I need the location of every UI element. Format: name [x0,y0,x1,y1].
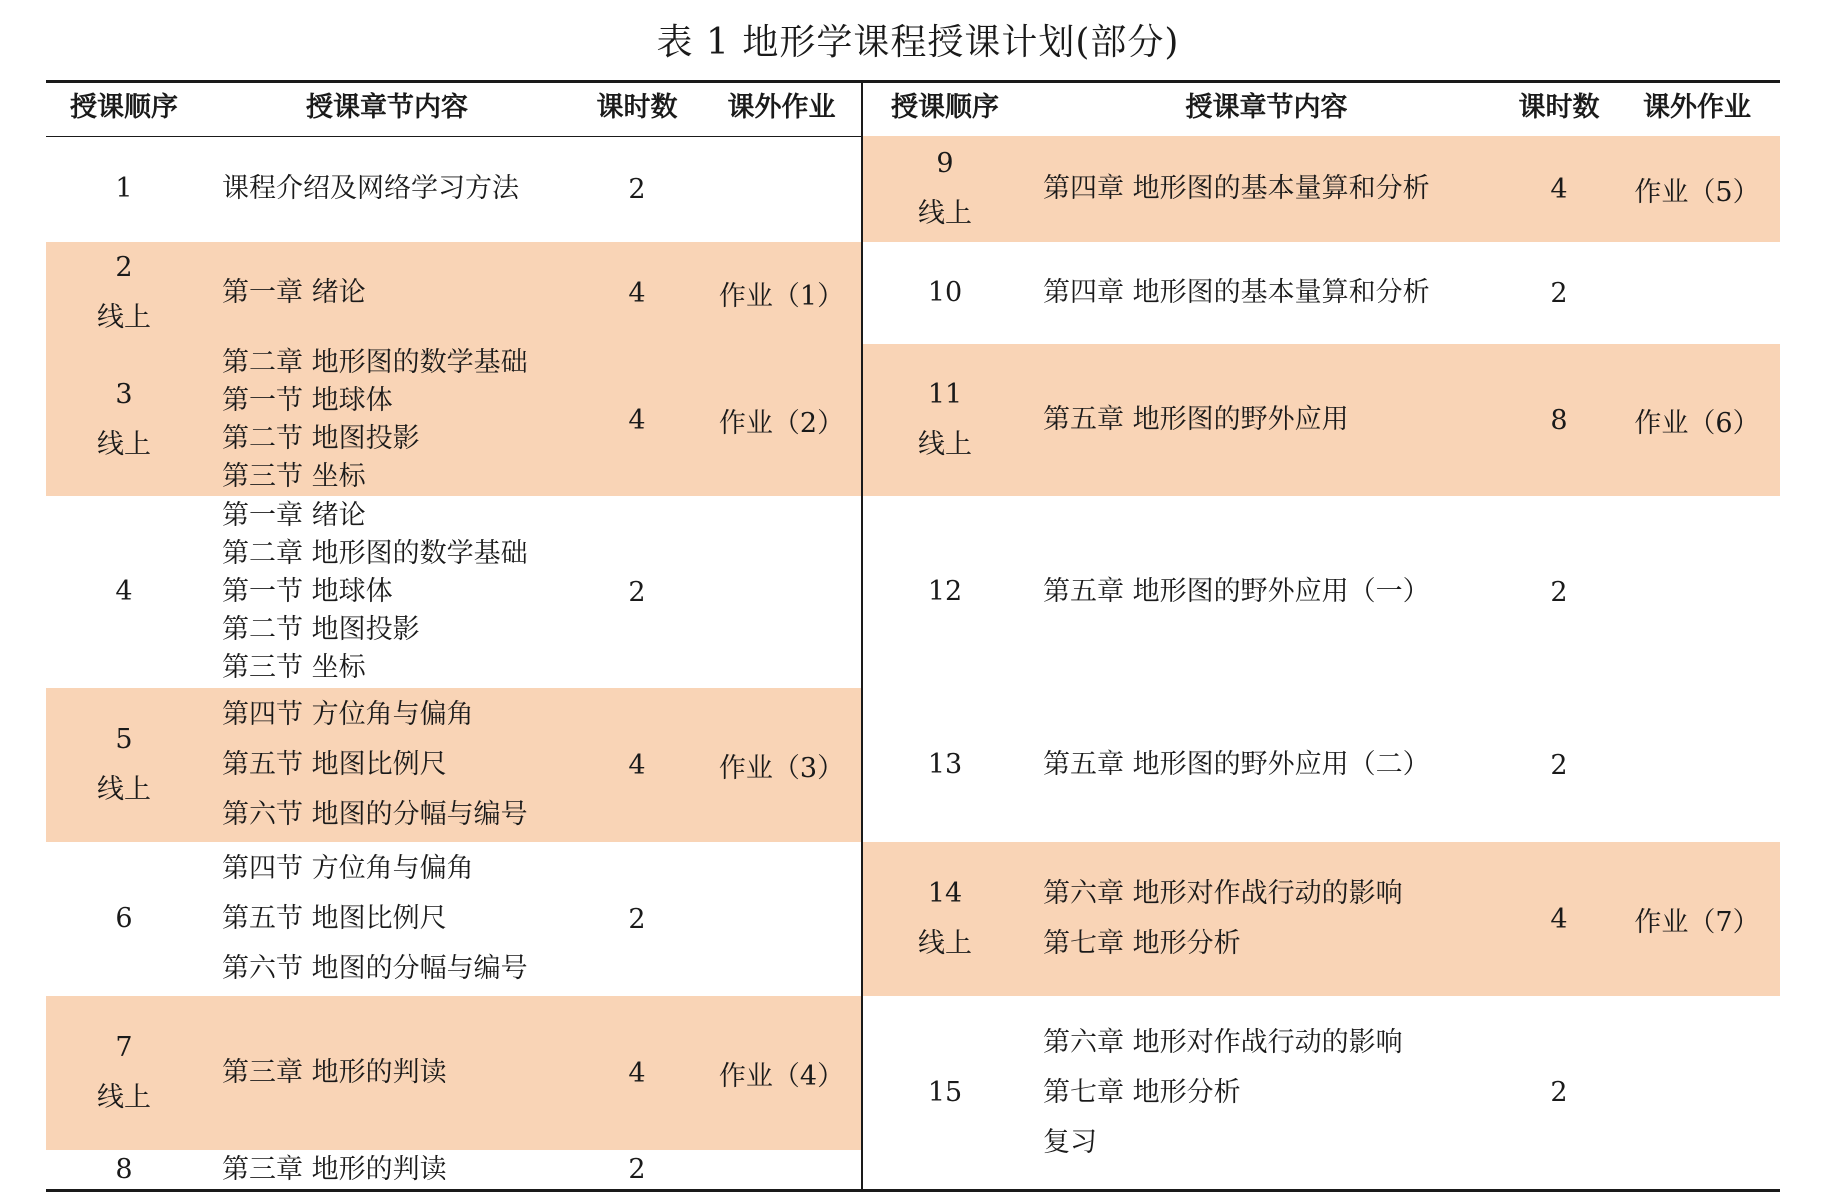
order-cell [861,496,1029,688]
homework-cell [702,496,861,688]
content-cell-line: 第一章 绪论 [222,277,366,308]
content-cell [202,688,572,842]
header-content-right: 授课章节内容 [1185,92,1348,123]
content-cell-line: 第四章 地形图的基本量算和分析 [1043,277,1430,308]
homework-cell-text: 作业（7） [1634,906,1760,938]
right-table-row [861,136,1780,242]
hours-cell [572,842,702,996]
header-order-right: 授课顺序 [891,92,999,123]
hours-cell-text: 4 [1550,173,1568,205]
content-cell-line: 第三节 坐标 [222,652,366,683]
order-cell-line: 3 [115,379,133,410]
homework-cell [702,842,861,996]
content-cell-line: 第一章 绪论 [222,500,366,531]
hours-cell [1504,842,1614,996]
right-table-row [861,344,1780,496]
left-table-row [46,136,861,242]
content-cell-line: 第一节 地球体 [222,385,393,416]
header-hours-left: 课时数 [596,92,678,123]
content-cell-line: 第七章 地形分析 [1043,1076,1241,1108]
hours-cell-text: 2 [1550,749,1568,781]
homework-cell-text: 作业（5） [1634,176,1760,208]
content-cell-line: 第四节 方位角与偏角 [222,699,474,730]
homework-cell [1614,996,1780,1189]
order-cell-line: 5 [115,724,133,755]
hours-cell [572,496,702,688]
order-cell [861,688,1029,842]
hours-cell-text: 2 [1550,277,1568,309]
homework-cell-text: 作业（3） [718,752,845,784]
order-cell-line: 9 [936,148,954,179]
order-cell [861,344,1029,496]
content-cell-line: 第五章 地形图的野外应用 [1043,404,1349,435]
hours-cell [572,242,702,344]
homework-cell [1614,842,1780,996]
content-cell-line: 第七章 地形分析 [1043,928,1241,959]
hours-cell-text: 2 [1550,1077,1568,1108]
content-cell-line: 第二节 地图投影 [222,614,420,645]
order-cell [861,996,1029,1189]
homework-cell [702,344,861,496]
order-cell [46,344,202,496]
order-cell [46,1150,202,1189]
content-cell-line: 第五节 地图比例尺 [222,749,447,780]
hours-cell-text: 4 [628,1057,646,1089]
order-cell [861,242,1029,344]
left-table-row [46,344,861,496]
homework-cell [1614,496,1780,688]
content-cell-line: 第四节 方位角与偏角 [222,853,474,884]
table-center-divider [861,80,863,1191]
order-cell-line: 4 [115,576,133,607]
content-cell-line: 第二章 地形图的数学基础 [222,347,528,378]
hours-cell [1504,496,1614,688]
content-cell-line: 第五章 地形图的野外应用（一） [1043,576,1430,607]
homework-cell [702,996,861,1150]
hours-cell-text: 8 [1550,404,1568,436]
left-table-row [46,842,861,996]
right-table-row [861,842,1780,996]
content-cell [202,842,572,996]
hours-cell-text: 4 [1550,903,1568,935]
content-cell-line: 课程介绍及网络学习方法 [222,173,519,204]
content-cell [202,996,572,1150]
homework-cell-text: 作业（2） [718,407,845,439]
homework-cell-text: 作业（6） [1634,407,1760,439]
hours-cell [1504,996,1614,1189]
homework-cell [1614,688,1780,842]
hours-cell [572,996,702,1150]
hours-cell [572,136,702,242]
order-cell-line: 线上 [97,302,151,333]
content-cell-line: 第一节 地球体 [222,576,393,607]
content-cell [1029,136,1504,242]
content-cell-line: 第六节 地图的分幅与编号 [222,799,528,830]
order-cell-line: 线上 [918,928,972,959]
order-cell [46,136,202,242]
content-cell [1029,496,1504,688]
left-table-row [46,996,861,1150]
order-cell [46,496,202,688]
content-cell [1029,344,1504,496]
content-cell-line: 第六节 地图的分幅与编号 [222,953,528,984]
hours-cell-text: 2 [628,173,646,205]
hours-cell [1504,344,1614,496]
order-cell [46,688,202,842]
homework-cell [702,242,861,344]
hours-cell-text: 2 [628,903,646,935]
content-cell [202,242,572,344]
content-cell-line: 复习 [1043,1126,1097,1158]
hours-cell [1504,688,1614,842]
order-cell-line: 8 [115,1153,133,1185]
content-cell [1029,242,1504,344]
order-cell-line: 7 [115,1032,133,1063]
hours-cell-text: 4 [628,277,646,309]
order-cell-line: 线上 [97,774,151,805]
header-order-left: 授课顺序 [70,92,178,123]
order-cell [861,136,1029,242]
right-table-row [861,496,1780,688]
order-cell [46,842,202,996]
header-content-left: 授课章节内容 [306,92,468,123]
hours-cell [572,1150,702,1189]
homework-cell-text: 作业（1） [718,280,845,312]
header-hours-right: 课时数 [1518,92,1600,123]
content-cell [1029,842,1504,996]
right-table-row [861,688,1780,842]
right-table-row [861,996,1780,1189]
order-cell-line: 2 [115,252,133,283]
hours-cell [572,344,702,496]
order-cell-line: 线上 [918,198,972,229]
content-cell-line: 第五节 地图比例尺 [222,903,447,934]
hours-cell-text: 4 [628,404,646,436]
content-cell-line: 第五章 地形图的野外应用（二） [1043,749,1430,780]
homework-cell [702,136,861,242]
left-table-row [46,242,861,344]
header-homework-left: 课外作业 [727,92,836,123]
header-homework-right: 课外作业 [1643,92,1751,123]
order-cell-line: 15 [927,1076,963,1108]
order-cell [861,842,1029,996]
content-cell [1029,688,1504,842]
homework-cell [702,1150,861,1189]
content-cell [202,496,572,688]
content-cell [202,1150,572,1189]
content-cell [202,136,572,242]
hours-cell-text: 2 [1550,576,1568,608]
order-cell-line: 14 [927,878,963,909]
hours-cell-text: 4 [628,749,646,781]
homework-cell [1614,136,1780,242]
content-cell-line: 第二章 地形图的数学基础 [222,538,528,569]
content-cell-line: 第三章 地形的判读 [222,1057,447,1088]
content-cell-line: 第四章 地形图的基本量算和分析 [1043,173,1430,204]
order-cell-line: 6 [115,903,133,934]
order-cell-line: 线上 [918,429,972,460]
homework-cell [1614,344,1780,496]
order-cell-line: 12 [927,576,963,607]
content-cell-line: 第三节 坐标 [222,461,366,492]
content-cell [1029,996,1504,1189]
left-table-row [46,688,861,842]
order-cell-line: 1 [115,173,133,204]
left-table-row [46,496,861,688]
content-cell-line: 第二节 地图投影 [222,423,420,454]
homework-cell-text: 作业（4） [718,1060,845,1092]
content-cell-line: 第六章 地形对作战行动的影响 [1043,1026,1403,1058]
content-cell-line: 第三章 地形的判读 [222,1153,447,1185]
order-cell [46,242,202,344]
hours-cell [572,688,702,842]
content-cell [202,344,572,496]
order-cell-line: 线上 [97,429,151,460]
hours-cell [1504,242,1614,344]
homework-cell [702,688,861,842]
order-cell-line: 11 [927,379,963,410]
table-title: 表 1 地形学课程授课计划(部分) [656,22,1180,63]
left-table-row [46,1150,861,1189]
order-cell-line: 线上 [97,1082,151,1113]
order-cell-line: 10 [927,277,963,308]
order-cell-line: 13 [927,749,963,780]
order-cell [46,996,202,1150]
hours-cell [1504,136,1614,242]
hours-cell-text: 2 [628,1154,646,1185]
content-cell-line: 第六章 地形对作战行动的影响 [1043,878,1403,909]
right-table-row [861,242,1780,344]
hours-cell-text: 2 [628,576,646,608]
homework-cell [1614,242,1780,344]
